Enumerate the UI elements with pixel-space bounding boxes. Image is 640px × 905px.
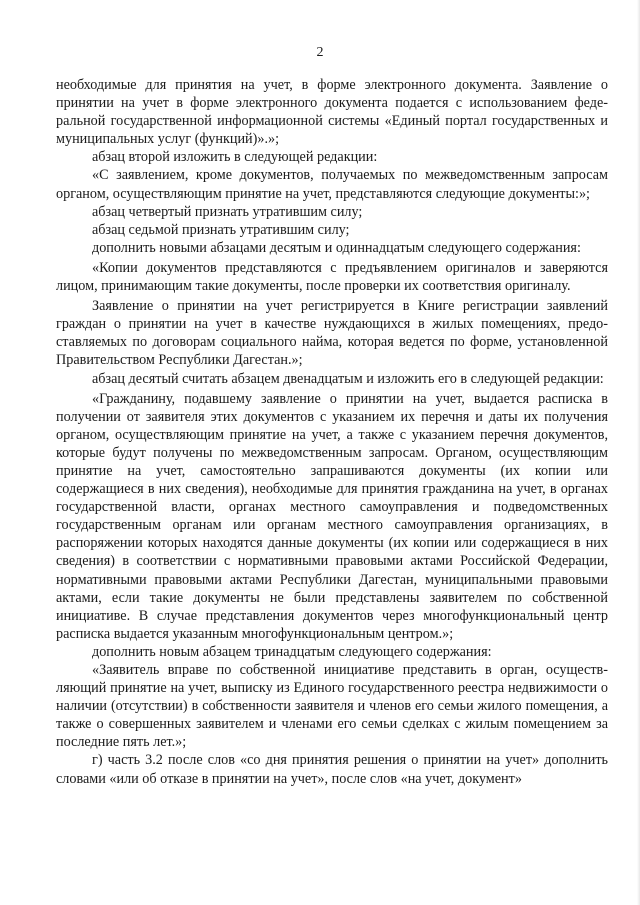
page-number: 2 bbox=[316, 45, 324, 60]
paragraph-instruction: абзац четвертый признать утратившим силу; bbox=[92, 203, 363, 220]
paragraph-instruction: абзац десятый считать абзацем двенадцатым и изложить его в следующей редакции: bbox=[92, 370, 604, 387]
paragraph-item: г) часть 3.2 после слов «со дня принятия решения о принятии на учет» дополнить словами «или об отказе в принятии на учет», после слов «на учет, документ» bbox=[56, 752, 608, 787]
document-body bbox=[56, 76, 608, 788]
paragraph-quote: «Копии документов представляются с предъявлением оригиналов и заверяются лицом, принимающим такие документы, после проверки их соответствия оригиналу. bbox=[56, 259, 608, 295]
paragraph-quote: «С заявлением, кроме документов, получаемых по межведомственным запросам органом, осуществляющим принятие на учет, представляются следующие документы:»; bbox=[56, 167, 608, 202]
paragraph-quote: «Гражданину, подавшему заявление о принятии на учет, выдается расписка в получении от заявителя этих документов с указанием их перечня и даты их получения органом, осуществляющим принятие на учет, а также с указанием перечня документов, которые будут получены по межведомственным запросам. Органом, осуществляющим принятие на учет, самостоятельно запрашиваются документы (их копии или содержащиеся в них сведения), необходимые для принятия гражданина на учет, в органах государственной власти, органах местного самоуправления и подведомственных государственным органам или органам местного самоуправления организациях, в распоряжении которых находятся данные документы (их копии или содержащиеся в них сведения) в соответствии с нормативными правовыми актами Российской Федерации, нормативными правовыми актами Республики Дагестан, муниципальными правовыми актами, если такие документы не были представлены заявителем по собственной инициативе. В случае представления документов через многофункциональный центр расписка выдается указанным многофункциональным центром.»; bbox=[56, 390, 608, 642]
paragraph-instruction: абзац второй изложить в следующей редакции: bbox=[92, 149, 378, 166]
paragraph-instruction: абзац седьмой признать утратившим силу; bbox=[92, 221, 350, 238]
paragraph-continuation: необходимые для принятия на учет, в форме электронного документа. Заявление о принятии на учет в форме электронного документа подается с использованием федеральной государственной информационной системы «Единый портал государственных и муниципальных услуг (функций)».»; bbox=[56, 77, 608, 148]
paragraph-instruction: дополнить новыми абзацами десятым и одиннадцатым следующего содержания: bbox=[92, 239, 581, 256]
paragraph-instruction: дополнить новым абзацем тринадцатым следующего содержания: bbox=[92, 643, 492, 660]
paragraph-quote: Заявление о принятии на учет регистрируется в Книге регистрации заявлений граждан о принятии на учет в качестве нуждающихся в жилых помещениях, предоставляемых по договорам социального найма, которая ведется по форме, установленной Правительством Республики Дагестан.»; bbox=[56, 298, 608, 369]
paragraph-quote: «Заявитель вправе по собственной инициативе представить в орган, осуществляющий принятие на учет, выписку из Единого государственного реестра недвижимости о наличии (отсутствии) в собственности заявителя и членов его семьи жилого помещения, а также о совершенных заявителем и членами его семьи сделках с жилым помещением за последние пять лет.»; bbox=[56, 662, 608, 751]
